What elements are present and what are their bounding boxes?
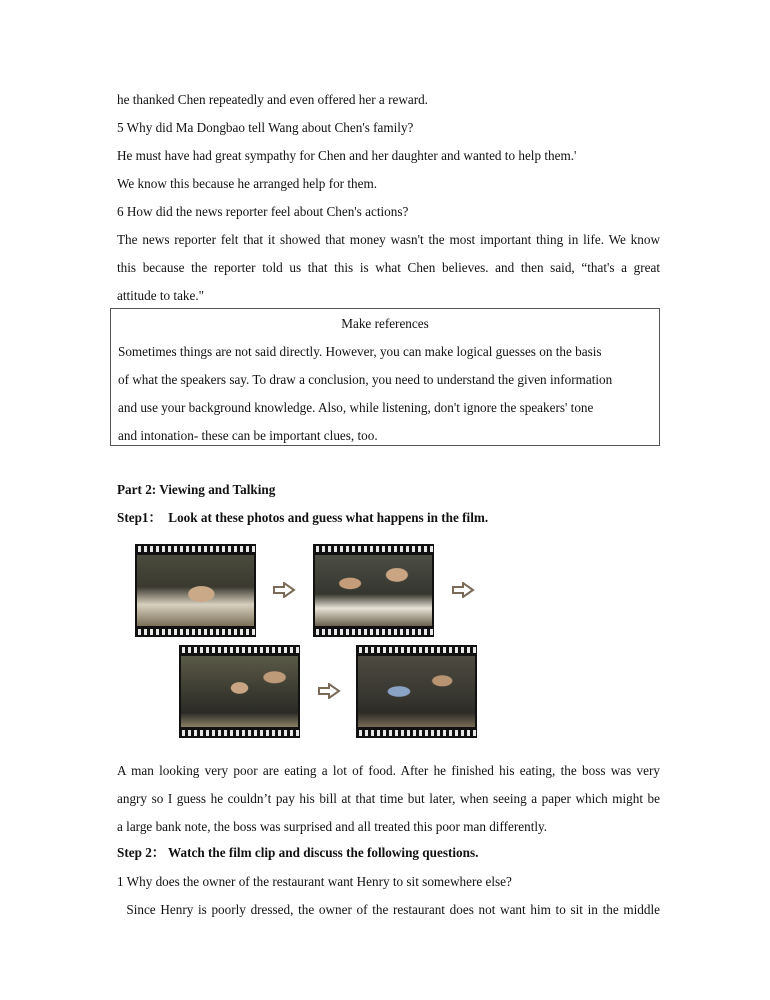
answer-line: attitude to take." — [117, 288, 205, 303]
outline-right-arrow-icon — [451, 582, 475, 598]
box-line: Sometimes things are not said directly. However, you can make logical guesses on the basis — [118, 344, 602, 359]
step-1-heading: Step1： Look at these photos and guess what happens in the film. — [117, 510, 489, 525]
step-2-heading: Step 2： Watch the film clip and discuss the following questions. — [117, 845, 479, 860]
part-2-heading: Part 2: Viewing and Talking — [117, 482, 276, 497]
answer-line: this because the reporter told us that this is what Chen believes. and then said, “that's a great — [117, 260, 660, 275]
box-line: of what the speakers say. To draw a conclusion, you need to understand the given information — [118, 372, 613, 387]
box-title: Make references — [341, 316, 429, 331]
film-still-photo — [356, 645, 477, 738]
box-line: and use your background knowledge. Also, while listening, don't ignore the speakers' tone — [118, 400, 594, 415]
paragraph-line: a large bank note, the boss was surprised and all treated this poor man differently. — [117, 819, 548, 834]
answer-line: The news reporter felt that it showed that money wasn't the most important thing in life. We know — [117, 232, 660, 247]
answer-line: Since Henry is poorly dressed, the owner of the restaurant does not want him to sit in the middle — [117, 902, 660, 917]
film-still-photo — [313, 544, 434, 637]
outline-right-arrow-icon — [317, 683, 341, 699]
question-6: 6 How did the news reporter feel about Chen's actions? — [117, 204, 409, 219]
text-line: he thanked Chen repeatedly and even offered her a reward. — [117, 92, 428, 107]
answer-line: He must have had great sympathy for Chen and her daughter and wanted to help them.' — [117, 148, 577, 163]
make-references-box — [110, 308, 660, 446]
paragraph-line: angry so I guess he couldn’t pay his bill at that time but later, when seeing a paper which might be — [117, 791, 660, 806]
outline-right-arrow-icon — [272, 582, 296, 598]
box-line: and intonation- these can be important clues, too. — [118, 428, 378, 443]
film-still-photo — [179, 645, 300, 738]
answer-line: We know this because he arranged help for them. — [117, 176, 378, 191]
question-1: 1 Why does the owner of the restaurant want Henry to sit somewhere else? — [117, 874, 512, 889]
question-5: 5 Why did Ma Dongbao tell Wang about Chen's family? — [117, 120, 414, 135]
film-still-photo — [135, 544, 256, 637]
paragraph-line: A man looking very poor are eating a lot of food. After he finished his eating, the boss was very — [117, 763, 660, 778]
